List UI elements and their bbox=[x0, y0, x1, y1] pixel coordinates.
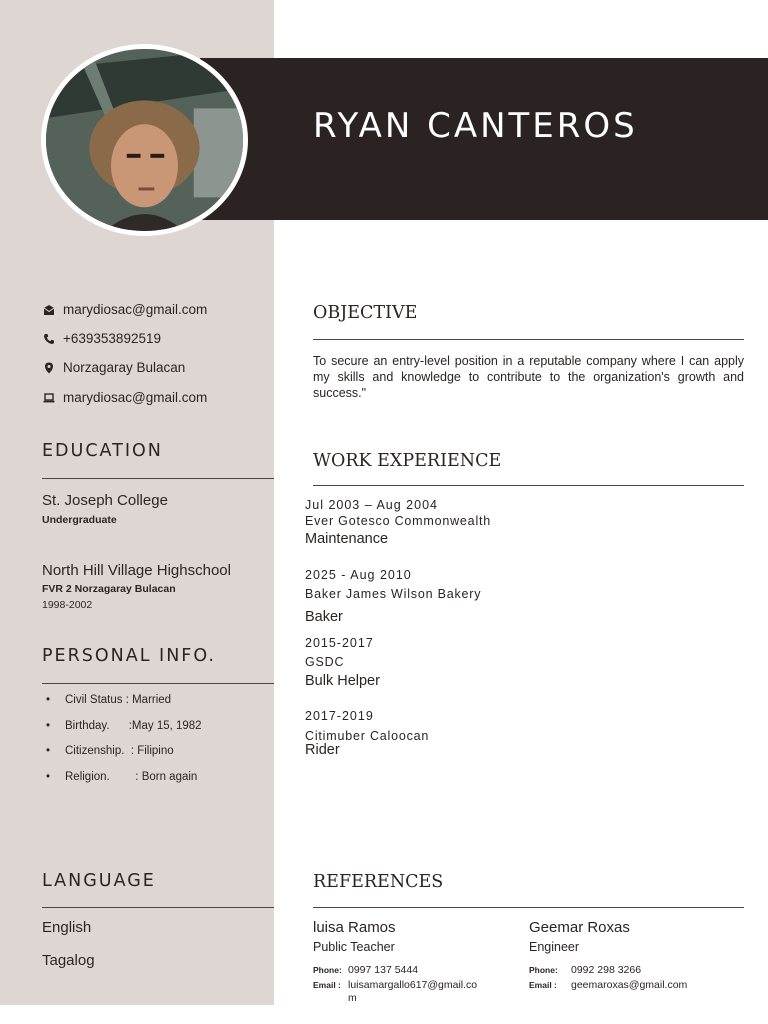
candidate-name: RYAN CANTEROS bbox=[313, 106, 638, 146]
personal-info-item: • Citizenship. : Filipino bbox=[42, 745, 202, 771]
reference-email-continued[interactable]: m bbox=[348, 992, 357, 1004]
work-role: Rider bbox=[305, 742, 340, 758]
work-date: 2015-2017 bbox=[305, 636, 374, 650]
personal-info-divider bbox=[42, 683, 274, 684]
contact-email[interactable] bbox=[42, 302, 207, 317]
phone-icon bbox=[42, 332, 56, 346]
reference-phone-label: Phone: bbox=[529, 965, 558, 975]
personal-info-heading: PERSONAL INFO. bbox=[42, 646, 216, 666]
contact-website[interactable] bbox=[42, 390, 207, 405]
work-experience-divider bbox=[313, 485, 744, 486]
profile-photo bbox=[41, 44, 248, 236]
contact-phone[interactable] bbox=[42, 331, 161, 346]
envelope-icon bbox=[42, 303, 56, 317]
language-item: Tagalog bbox=[42, 952, 95, 969]
contact-address-text: Norzagaray Bulacan bbox=[63, 360, 186, 375]
reference-email-label: Email : bbox=[313, 980, 341, 990]
reference-phone[interactable]: 0992 298 3266 bbox=[571, 964, 642, 976]
work-company: Citimuber Caloocan bbox=[305, 729, 430, 743]
objective-text: To secure an entry-level position in a reputable company where I can apply my skills and knowledge to contribute to the organization's growth and success." bbox=[313, 354, 744, 400]
education-heading: EDUCATION bbox=[42, 441, 163, 461]
objective-divider bbox=[313, 339, 744, 340]
language-heading: LANGUAGE bbox=[42, 871, 156, 891]
objective-heading: OBJECTIVE bbox=[313, 303, 418, 323]
reference-role: Engineer bbox=[529, 940, 580, 954]
education-divider bbox=[42, 478, 274, 479]
education-school-2: North Hill Village Highschool bbox=[42, 562, 231, 579]
work-role: Maintenance bbox=[305, 531, 389, 547]
work-date: 2017-2019 bbox=[305, 709, 374, 723]
work-experience-heading: WORK EXPERIENCE bbox=[313, 451, 502, 471]
reference-phone[interactable]: 0997 137 5444 bbox=[348, 964, 419, 976]
location-pin-icon bbox=[42, 361, 56, 375]
work-role: Bulk Helper bbox=[305, 673, 380, 689]
contact-email-text: marydiosac@gmail.com bbox=[63, 302, 208, 317]
personal-info-item: • Civil Status : Married bbox=[42, 694, 202, 720]
personal-info-item: • Birthday. :May 15, 1982 bbox=[42, 720, 202, 746]
reference-name: luisa Ramos bbox=[313, 919, 396, 936]
work-role: Baker bbox=[305, 609, 343, 625]
language-divider bbox=[42, 907, 274, 908]
work-company: Baker James Wilson Bakery bbox=[305, 587, 482, 601]
personal-info-item: • Religion. : Born again bbox=[42, 771, 202, 797]
reference-phone-label: Phone: bbox=[313, 965, 342, 975]
contact-address bbox=[42, 360, 185, 375]
education-detail-2: FVR 2 Norzagaray Bulacan bbox=[42, 583, 176, 595]
laptop-icon bbox=[42, 391, 56, 405]
education-years-2: 1998-2002 bbox=[42, 599, 93, 611]
reference-name: Geemar Roxas bbox=[529, 919, 630, 936]
references-divider bbox=[313, 907, 744, 908]
work-date: Jul 2003 – Aug 2004 bbox=[305, 498, 438, 512]
work-date: 2025 - Aug 2010 bbox=[305, 568, 412, 582]
reference-email[interactable]: geemaroxas@gmail.com bbox=[571, 979, 688, 991]
language-item: English bbox=[42, 919, 92, 936]
work-company: Ever Gotesco Commonwealth bbox=[305, 514, 492, 528]
personal-info-list bbox=[42, 694, 202, 796]
reference-email[interactable]: luisamargallo617@gmail.co bbox=[348, 979, 478, 991]
reference-email-label: Email : bbox=[529, 980, 557, 990]
education-detail-1: Undergraduate bbox=[42, 514, 117, 526]
education-school-1: St. Joseph College bbox=[42, 492, 168, 509]
work-company: GSDC bbox=[305, 655, 345, 669]
contact-website-text: marydiosac@gmail.com bbox=[63, 390, 208, 405]
references-heading: REFERENCES bbox=[313, 872, 444, 892]
contact-phone-text: +639353892519 bbox=[63, 331, 161, 346]
reference-role: Public Teacher bbox=[313, 940, 395, 954]
